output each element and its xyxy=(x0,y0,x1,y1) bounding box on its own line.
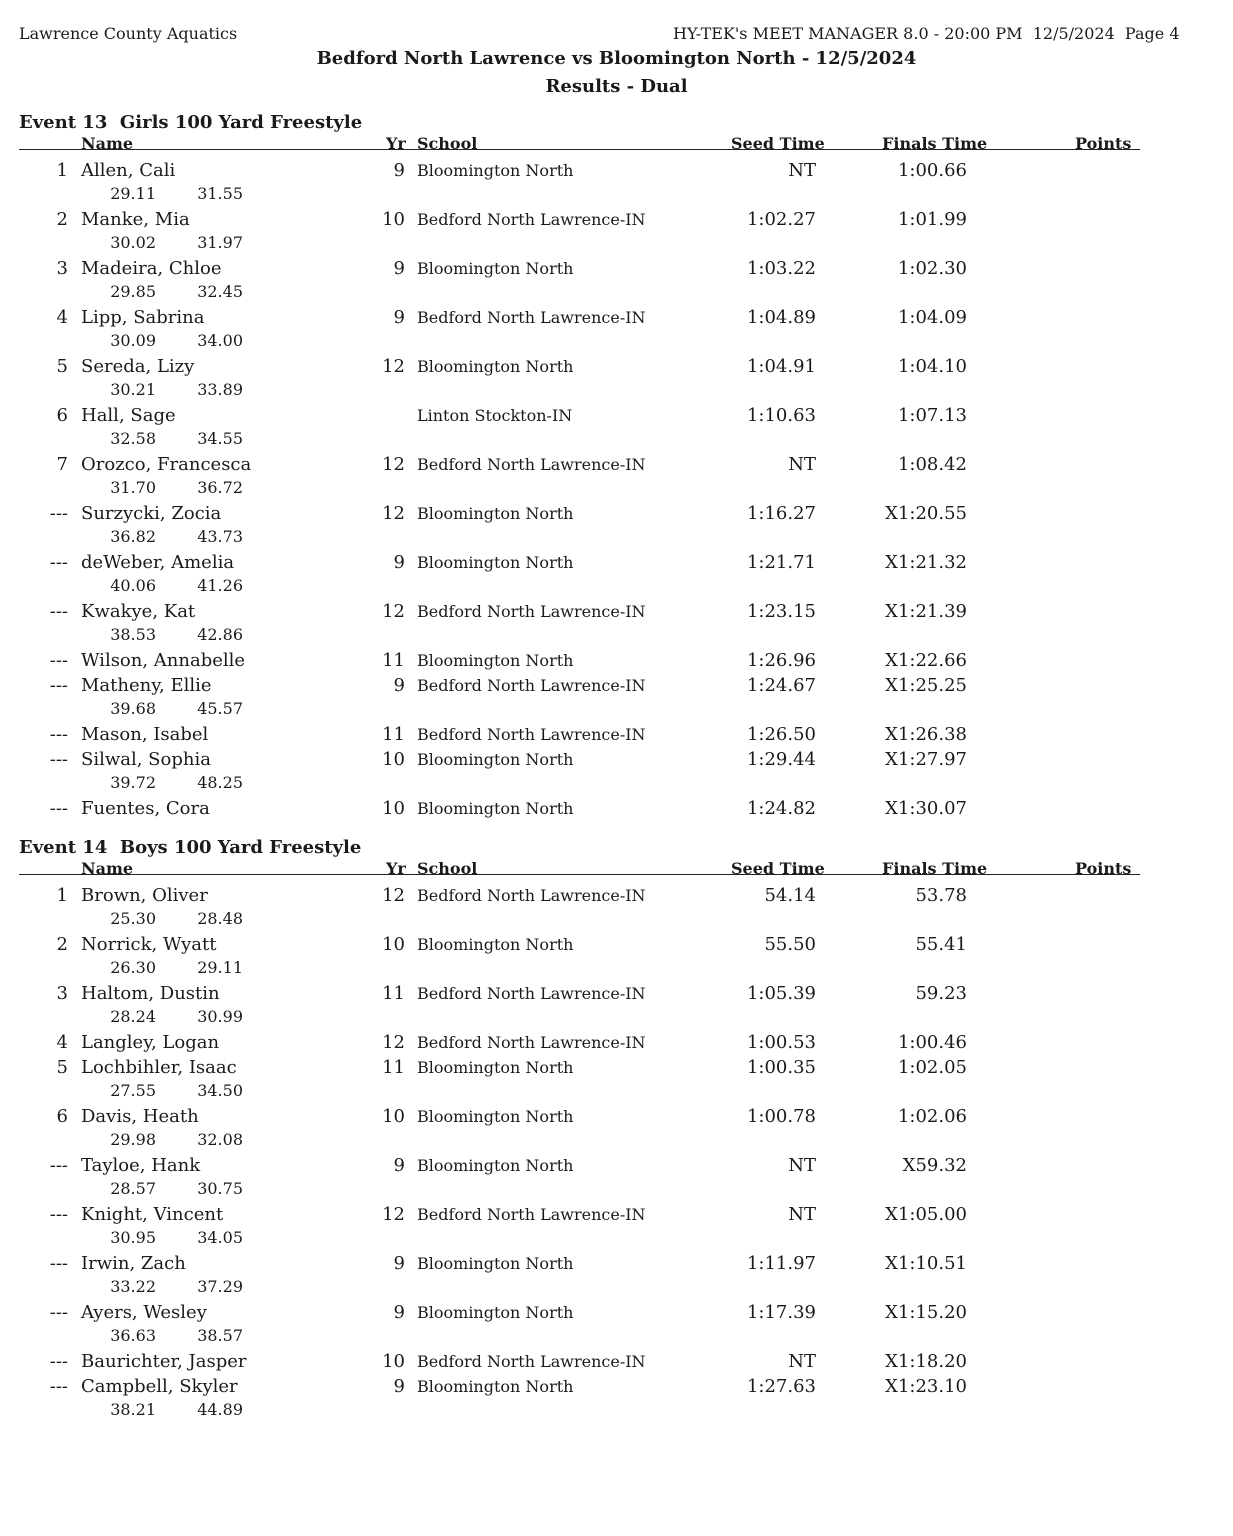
result-row xyxy=(0,1245,1233,1294)
year-cell: 10 xyxy=(382,1351,405,1372)
seed-time-cell: 1:05.39 xyxy=(746,983,816,1004)
split-time: 41.26 xyxy=(197,576,243,595)
split-time: 29.11 xyxy=(110,184,156,203)
result-row xyxy=(0,250,1233,299)
result-row xyxy=(0,348,1233,397)
place-cell: --- xyxy=(49,552,68,573)
school-cell: Bloomington North xyxy=(417,935,574,954)
year-cell: 12 xyxy=(382,356,405,377)
col-points: Points xyxy=(1075,134,1132,153)
result-row xyxy=(0,299,1233,348)
split-time: 28.24 xyxy=(110,1007,156,1026)
split-time: 30.21 xyxy=(110,380,156,399)
place-cell: 5 xyxy=(56,1057,68,1078)
result-row xyxy=(0,716,1233,745)
seed-time-cell: 1:26.50 xyxy=(746,724,816,745)
result-row xyxy=(0,1098,1233,1147)
swimmer-name: Norrick, Wyatt xyxy=(81,934,217,955)
year-cell: 10 xyxy=(382,1106,405,1127)
header-rule xyxy=(19,149,1140,150)
school-cell: Bloomington North xyxy=(417,504,574,523)
seed-time-cell: 1:24.82 xyxy=(746,798,816,819)
place-cell: --- xyxy=(49,724,68,745)
seed-time-cell: 1:00.78 xyxy=(746,1106,816,1127)
finals-time-cell: 1:02.30 xyxy=(897,258,967,279)
result-row xyxy=(0,877,1233,926)
finals-time-cell: X1:15.20 xyxy=(885,1302,967,1323)
result-row xyxy=(0,1196,1233,1245)
place-cell: --- xyxy=(49,798,68,819)
finals-time-cell: X1:22.66 xyxy=(885,650,967,671)
place-cell: 3 xyxy=(56,258,68,279)
seed-time-cell: 1:00.35 xyxy=(746,1057,816,1078)
col-yr: Yr xyxy=(386,134,406,153)
split-time: 38.21 xyxy=(110,1400,156,1419)
swimmer-name: Baurichter, Jasper xyxy=(81,1351,247,1372)
event-title: Event 14 Boys 100 Yard Freestyle xyxy=(19,837,362,858)
col-yr: Yr xyxy=(386,859,406,878)
school-cell: Bloomington North xyxy=(417,1377,574,1396)
school-cell: Bloomington North xyxy=(417,750,574,769)
school-cell: Bloomington North xyxy=(417,1303,574,1322)
split-time: 44.89 xyxy=(197,1400,243,1419)
swimmer-name: Surzycki, Zocia xyxy=(81,503,222,524)
result-row xyxy=(0,593,1233,642)
school-cell: Bloomington North xyxy=(417,799,574,818)
seed-time-cell: 54.14 xyxy=(764,885,816,906)
split-time: 28.48 xyxy=(197,909,243,928)
split-time: 31.70 xyxy=(110,478,156,497)
finals-time-cell: X1:10.51 xyxy=(885,1253,967,1274)
year-cell: 9 xyxy=(393,258,405,279)
result-row xyxy=(0,790,1233,819)
school-cell: Bloomington North xyxy=(417,357,574,376)
result-row xyxy=(0,1049,1233,1098)
col-seed-time: Seed Time xyxy=(731,134,825,153)
swimmer-name: Tayloe, Hank xyxy=(81,1155,201,1176)
seed-time-cell: 1:26.96 xyxy=(746,650,816,671)
event-title: Event 13 Girls 100 Yard Freestyle xyxy=(19,112,363,133)
place-cell: 7 xyxy=(56,454,68,475)
school-cell: Bloomington North xyxy=(417,1058,574,1077)
year-cell: 9 xyxy=(393,675,405,696)
seed-time-cell: NT xyxy=(788,1351,816,1372)
year-cell: 12 xyxy=(382,1204,405,1225)
place-cell: 3 xyxy=(56,983,68,1004)
school-cell: Bedford North Lawrence-IN xyxy=(417,455,646,474)
school-cell: Bedford North Lawrence-IN xyxy=(417,308,646,327)
school-cell: Bedford North Lawrence-IN xyxy=(417,676,646,695)
seed-time-cell: NT xyxy=(788,454,816,475)
split-time: 40.06 xyxy=(110,576,156,595)
split-time: 26.30 xyxy=(110,958,156,977)
result-row xyxy=(0,1343,1233,1372)
school-cell: Bloomington North xyxy=(417,161,574,180)
finals-time-cell: 1:04.10 xyxy=(897,356,967,377)
organization-name: Lawrence County Aquatics xyxy=(19,24,238,43)
seed-time-cell: 1:23.15 xyxy=(746,601,816,622)
school-cell: Bedford North Lawrence-IN xyxy=(417,1033,646,1052)
results-table xyxy=(0,877,1233,1417)
year-cell: 12 xyxy=(382,1032,405,1053)
year-cell: 9 xyxy=(393,1155,405,1176)
finals-time-cell: 1:02.05 xyxy=(897,1057,967,1078)
finals-time-cell: 1:00.46 xyxy=(897,1032,967,1053)
finals-time-cell: X1:21.39 xyxy=(885,601,967,622)
year-cell: 9 xyxy=(393,1253,405,1274)
seed-time-cell: 1:03.22 xyxy=(746,258,816,279)
school-cell: Bedford North Lawrence-IN xyxy=(417,984,646,1003)
col-school: School xyxy=(417,859,478,878)
split-time: 33.22 xyxy=(110,1277,156,1296)
place-cell: 6 xyxy=(56,405,68,426)
place-cell: --- xyxy=(49,749,68,770)
place-cell: --- xyxy=(49,1204,68,1225)
year-cell: 9 xyxy=(393,1376,405,1397)
split-time: 29.98 xyxy=(110,1130,156,1149)
seed-time-cell: NT xyxy=(788,1155,816,1176)
col-name: Name xyxy=(81,859,134,878)
year-cell: 12 xyxy=(382,454,405,475)
finals-time-cell: X59.32 xyxy=(902,1155,967,1176)
seed-time-cell: NT xyxy=(788,160,816,181)
place-cell: --- xyxy=(49,503,68,524)
split-time: 30.02 xyxy=(110,233,156,252)
swimmer-name: Ayers, Wesley xyxy=(81,1302,207,1323)
finals-time-cell: 1:00.66 xyxy=(897,160,967,181)
school-cell: Bloomington North xyxy=(417,1156,574,1175)
seed-time-cell: 1:10.63 xyxy=(746,405,816,426)
school-cell: Bedford North Lawrence-IN xyxy=(417,210,646,229)
year-cell: 9 xyxy=(393,1302,405,1323)
swimmer-name: Brown, Oliver xyxy=(81,885,208,906)
swimmer-name: Matheny, Ellie xyxy=(81,675,212,696)
split-time: 42.86 xyxy=(197,625,243,644)
col-name: Name xyxy=(81,134,134,153)
col-finals-time: Finals Time xyxy=(882,859,988,878)
finals-time-cell: X1:05.00 xyxy=(885,1204,967,1225)
place-cell: --- xyxy=(49,1253,68,1274)
swimmer-name: Allen, Cali xyxy=(81,160,176,181)
split-time: 34.55 xyxy=(197,429,243,448)
split-time: 32.58 xyxy=(110,429,156,448)
split-time: 45.57 xyxy=(197,699,243,718)
split-time: 48.25 xyxy=(197,773,243,792)
swimmer-name: Campbell, Skyler xyxy=(81,1376,238,1397)
result-row xyxy=(0,741,1233,790)
col-school: School xyxy=(417,134,478,153)
swimmer-name: Wilson, Annabelle xyxy=(81,650,246,671)
finals-time-cell: 53.78 xyxy=(915,885,967,906)
school-cell: Linton Stockton-IN xyxy=(417,406,573,425)
finals-time-cell: X1:23.10 xyxy=(885,1376,967,1397)
place-cell: 1 xyxy=(56,885,68,906)
place-cell: --- xyxy=(49,1351,68,1372)
school-cell: Bloomington North xyxy=(417,651,574,670)
swimmer-name: Hall, Sage xyxy=(81,405,176,426)
split-time: 32.08 xyxy=(197,1130,243,1149)
split-time: 31.55 xyxy=(197,184,243,203)
split-time: 31.97 xyxy=(197,233,243,252)
result-row xyxy=(0,975,1233,1024)
swimmer-name: Orozco, Francesca xyxy=(81,454,252,475)
year-cell: 11 xyxy=(382,650,405,671)
finals-time-cell: X1:18.20 xyxy=(885,1351,967,1372)
school-cell: Bedford North Lawrence-IN xyxy=(417,1205,646,1224)
seed-time-cell: 1:04.89 xyxy=(746,307,816,328)
year-cell: 12 xyxy=(382,885,405,906)
col-seed-time: Seed Time xyxy=(731,859,825,878)
split-time: 34.00 xyxy=(197,331,243,350)
result-row xyxy=(0,642,1233,671)
place-cell: --- xyxy=(49,1155,68,1176)
result-row xyxy=(0,152,1233,201)
swimmer-name: Silwal, Sophia xyxy=(81,749,211,770)
split-time: 39.68 xyxy=(110,699,156,718)
split-time: 43.73 xyxy=(197,527,243,546)
seed-time-cell: 1:29.44 xyxy=(746,749,816,770)
place-cell: --- xyxy=(49,1376,68,1397)
split-time: 30.09 xyxy=(110,331,156,350)
swimmer-name: Lochbihler, Isaac xyxy=(81,1057,237,1078)
swimmer-name: Fuentes, Cora xyxy=(81,798,210,819)
split-time: 37.29 xyxy=(197,1277,243,1296)
swimmer-name: deWeber, Amelia xyxy=(81,552,235,573)
year-cell: 10 xyxy=(382,209,405,230)
header-rule xyxy=(19,874,1140,875)
finals-time-cell: X1:25.25 xyxy=(885,675,967,696)
finals-time-cell: X1:21.32 xyxy=(885,552,967,573)
place-cell: 2 xyxy=(56,209,68,230)
swimmer-name: Sereda, Lizy xyxy=(81,356,195,377)
split-time: 38.53 xyxy=(110,625,156,644)
year-cell: 11 xyxy=(382,983,405,1004)
split-time: 27.55 xyxy=(110,1081,156,1100)
results-table xyxy=(0,152,1233,819)
col-points: Points xyxy=(1075,859,1132,878)
seed-time-cell: 55.50 xyxy=(764,934,816,955)
result-row xyxy=(0,1368,1233,1417)
split-time: 39.72 xyxy=(110,773,156,792)
school-cell: Bedford North Lawrence-IN xyxy=(417,886,646,905)
split-time: 36.72 xyxy=(197,478,243,497)
seed-time-cell: 1:21.71 xyxy=(746,552,816,573)
finals-time-cell: 1:07.13 xyxy=(897,405,967,426)
finals-time-cell: 1:01.99 xyxy=(897,209,967,230)
split-time: 28.57 xyxy=(110,1179,156,1198)
seed-time-cell: NT xyxy=(788,1204,816,1225)
swimmer-name: Knight, Vincent xyxy=(81,1204,224,1225)
split-time: 36.82 xyxy=(110,527,156,546)
school-cell: Bedford North Lawrence-IN xyxy=(417,725,646,744)
swimmer-name: Manke, Mia xyxy=(81,209,190,230)
finals-time-cell: 1:02.06 xyxy=(897,1106,967,1127)
software-info: HY-TEK's MEET MANAGER 8.0 - 20:00 PM 12/5/2024 Page 4 xyxy=(673,24,1180,43)
result-row xyxy=(0,1024,1233,1053)
year-cell: 12 xyxy=(382,601,405,622)
place-cell: 2 xyxy=(56,934,68,955)
split-time: 34.05 xyxy=(197,1228,243,1247)
seed-time-cell: 1:16.27 xyxy=(746,503,816,524)
results-title: Results - Dual xyxy=(545,76,688,97)
swimmer-name: Langley, Logan xyxy=(81,1032,220,1053)
year-cell: 9 xyxy=(393,160,405,181)
place-cell: 4 xyxy=(56,307,68,328)
seed-time-cell: 1:11.97 xyxy=(746,1253,816,1274)
place-cell: --- xyxy=(49,1302,68,1323)
swimmer-name: Mason, Isabel xyxy=(81,724,209,745)
finals-time-cell: X1:27.97 xyxy=(885,749,967,770)
result-row xyxy=(0,495,1233,544)
split-time: 30.75 xyxy=(197,1179,243,1198)
result-row xyxy=(0,446,1233,495)
swimmer-name: Lipp, Sabrina xyxy=(81,307,205,328)
swimmer-name: Kwakye, Kat xyxy=(81,601,196,622)
finals-time-cell: X1:26.38 xyxy=(885,724,967,745)
school-cell: Bedford North Lawrence-IN xyxy=(417,1352,646,1371)
place-cell: 5 xyxy=(56,356,68,377)
seed-time-cell: 1:24.67 xyxy=(746,675,816,696)
finals-time-cell: X1:20.55 xyxy=(885,503,967,524)
result-row xyxy=(0,544,1233,593)
split-time: 30.99 xyxy=(197,1007,243,1026)
place-cell: --- xyxy=(49,675,68,696)
result-row xyxy=(0,926,1233,975)
split-time: 34.50 xyxy=(197,1081,243,1100)
finals-time-cell: 1:04.09 xyxy=(897,307,967,328)
result-row xyxy=(0,1294,1233,1343)
place-cell: 1 xyxy=(56,160,68,181)
finals-time-cell: 1:08.42 xyxy=(897,454,967,475)
split-time: 33.89 xyxy=(197,380,243,399)
school-cell: Bloomington North xyxy=(417,1107,574,1126)
seed-time-cell: 1:00.53 xyxy=(746,1032,816,1053)
place-cell: --- xyxy=(49,650,68,671)
split-time: 29.11 xyxy=(197,958,243,977)
year-cell: 10 xyxy=(382,798,405,819)
year-cell: 12 xyxy=(382,503,405,524)
split-time: 32.45 xyxy=(197,282,243,301)
school-cell: Bloomington North xyxy=(417,259,574,278)
swimmer-name: Davis, Heath xyxy=(81,1106,199,1127)
split-time: 38.57 xyxy=(197,1326,243,1345)
split-time: 29.85 xyxy=(110,282,156,301)
result-row xyxy=(0,667,1233,716)
split-time: 30.95 xyxy=(110,1228,156,1247)
col-finals-time: Finals Time xyxy=(882,134,988,153)
result-row xyxy=(0,397,1233,446)
split-time: 25.30 xyxy=(110,909,156,928)
seed-time-cell: 1:27.63 xyxy=(746,1376,816,1397)
split-time: 36.63 xyxy=(110,1326,156,1345)
place-cell: --- xyxy=(49,601,68,622)
school-cell: Bedford North Lawrence-IN xyxy=(417,602,646,621)
place-cell: 6 xyxy=(56,1106,68,1127)
finals-time-cell: 55.41 xyxy=(915,934,967,955)
result-row xyxy=(0,201,1233,250)
year-cell: 9 xyxy=(393,552,405,573)
swimmer-name: Madeira, Chloe xyxy=(81,258,222,279)
school-cell: Bloomington North xyxy=(417,1254,574,1273)
seed-time-cell: 1:02.27 xyxy=(746,209,816,230)
result-row xyxy=(0,1147,1233,1196)
year-cell: 10 xyxy=(382,934,405,955)
swimmer-name: Irwin, Zach xyxy=(81,1253,186,1274)
year-cell: 9 xyxy=(393,307,405,328)
seed-time-cell: 1:17.39 xyxy=(746,1302,816,1323)
year-cell: 10 xyxy=(382,749,405,770)
place-cell: 4 xyxy=(56,1032,68,1053)
year-cell: 11 xyxy=(382,1057,405,1078)
meet-title: Bedford North Lawrence vs Bloomington North - 12/5/2024 xyxy=(316,48,917,69)
finals-time-cell: 59.23 xyxy=(915,983,967,1004)
seed-time-cell: 1:04.91 xyxy=(746,356,816,377)
school-cell: Bloomington North xyxy=(417,553,574,572)
swimmer-name: Haltom, Dustin xyxy=(81,983,220,1004)
finals-time-cell: X1:30.07 xyxy=(885,798,967,819)
year-cell: 11 xyxy=(382,724,405,745)
